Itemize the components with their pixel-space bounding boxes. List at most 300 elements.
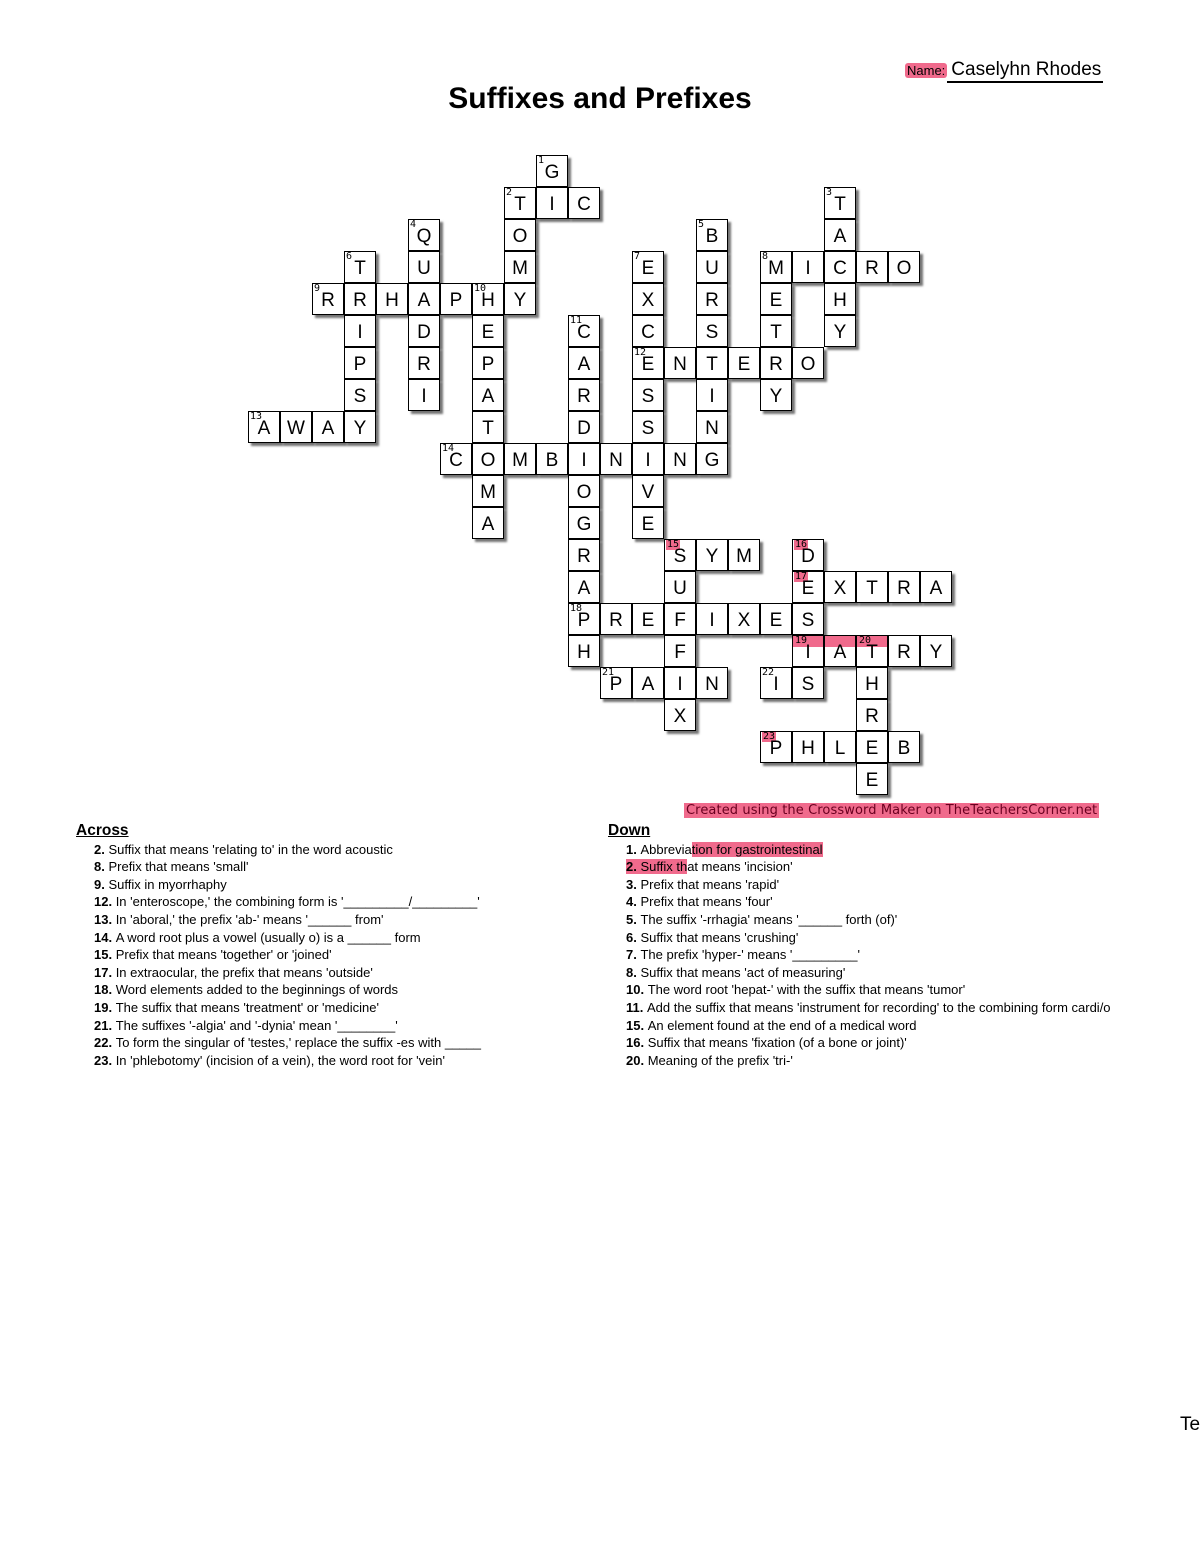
grid-cell[interactable] bbox=[504, 187, 536, 219]
cell-letter: C bbox=[577, 194, 591, 215]
cell-letter: U bbox=[673, 578, 687, 599]
clue-number: 15. bbox=[94, 947, 116, 963]
clue-number: 20. bbox=[626, 1052, 648, 1068]
clue-number: 17 bbox=[795, 571, 808, 582]
grid-cell[interactable] bbox=[696, 443, 728, 475]
grid-cell[interactable] bbox=[472, 443, 504, 475]
cell-letter: H bbox=[865, 674, 879, 695]
grid-cell[interactable] bbox=[664, 667, 696, 699]
cell-letter: R bbox=[897, 642, 911, 663]
cell-letter: N bbox=[705, 674, 719, 695]
clue-number: 12. bbox=[94, 894, 116, 910]
grid-cell[interactable] bbox=[888, 731, 920, 763]
across-clue: 15. Prefix that means 'together' or 'joined' bbox=[94, 947, 332, 963]
grid-cell[interactable] bbox=[472, 475, 504, 507]
grid-cell[interactable] bbox=[408, 347, 440, 379]
grid-cell[interactable] bbox=[568, 571, 600, 603]
clue-number: 2. bbox=[94, 841, 109, 857]
grid-cell[interactable] bbox=[376, 283, 408, 315]
grid-cell[interactable] bbox=[728, 347, 760, 379]
cell-letter: X bbox=[737, 610, 751, 631]
clue-number: 22 bbox=[762, 667, 775, 678]
grid-cell[interactable] bbox=[760, 731, 792, 763]
grid-cell[interactable] bbox=[728, 603, 760, 635]
grid-cell[interactable] bbox=[856, 251, 888, 283]
down-clue: 6. Suffix that means 'crushing' bbox=[626, 929, 799, 945]
cell-letter: Y bbox=[769, 386, 783, 407]
grid-cell[interactable] bbox=[792, 347, 824, 379]
down-heading: Down bbox=[608, 822, 651, 839]
grid-cell[interactable] bbox=[824, 635, 856, 667]
cell-letter: E bbox=[801, 578, 815, 599]
clue-number: 23. bbox=[94, 1052, 116, 1068]
clue-number: 19. bbox=[94, 999, 116, 1015]
grid-cell[interactable] bbox=[312, 283, 344, 315]
cell-letter: H bbox=[801, 738, 815, 759]
grid-cell[interactable] bbox=[856, 571, 888, 603]
grid-cell[interactable] bbox=[760, 603, 792, 635]
grid-cell[interactable] bbox=[632, 411, 664, 443]
grid-cell[interactable] bbox=[280, 411, 312, 443]
grid-cell[interactable] bbox=[632, 443, 664, 475]
cell-letter: I bbox=[773, 674, 779, 695]
cell-letter: T bbox=[834, 194, 846, 215]
grid-cell[interactable] bbox=[760, 667, 792, 699]
grid-cell[interactable] bbox=[472, 507, 504, 539]
grid-cell[interactable] bbox=[792, 667, 824, 699]
cell-letter: T bbox=[706, 354, 718, 375]
grid-cell[interactable] bbox=[472, 411, 504, 443]
clue-number: 7. bbox=[626, 947, 641, 963]
cell-letter: Y bbox=[833, 322, 847, 343]
grid-cell[interactable] bbox=[856, 667, 888, 699]
down-clue: 20. Meaning of the prefix 'tri-' bbox=[626, 1052, 793, 1068]
cell-letter: R bbox=[321, 290, 335, 311]
cell-letter: M bbox=[512, 450, 528, 471]
clue-number: 8 bbox=[762, 251, 769, 262]
cell-letter: T bbox=[482, 418, 494, 439]
cell-letter: S bbox=[801, 674, 815, 695]
grid-cell[interactable] bbox=[696, 251, 728, 283]
across-heading: Across bbox=[76, 822, 129, 839]
grid-cell[interactable] bbox=[760, 283, 792, 315]
cut-off-footer-text: Te bbox=[1180, 1414, 1200, 1435]
clue-number: 1 bbox=[538, 155, 545, 166]
grid-cell[interactable] bbox=[472, 315, 504, 347]
cell-letter: M bbox=[480, 482, 496, 503]
down-clue: 7. The prefix 'hyper-' means '_________' bbox=[626, 947, 860, 963]
grid-cell[interactable] bbox=[632, 251, 664, 283]
grid-cell[interactable] bbox=[824, 187, 856, 219]
cell-letter: C bbox=[833, 258, 847, 279]
grid-cell[interactable] bbox=[696, 283, 728, 315]
cell-letter: E bbox=[737, 354, 751, 375]
grid-cell[interactable] bbox=[408, 315, 440, 347]
cell-letter: R bbox=[897, 578, 911, 599]
clue-number: 6 bbox=[346, 251, 353, 262]
clue-number: 21. bbox=[94, 1017, 116, 1033]
clue-number: 18 bbox=[570, 603, 583, 614]
grid-cell[interactable] bbox=[696, 219, 728, 251]
cell-letter: N bbox=[705, 418, 719, 439]
cell-letter: R bbox=[769, 354, 783, 375]
cell-letter: Y bbox=[929, 642, 943, 663]
grid-cell[interactable] bbox=[248, 411, 280, 443]
cell-letter: E bbox=[481, 322, 495, 343]
grid-cell[interactable] bbox=[568, 475, 600, 507]
grid-cell[interactable] bbox=[888, 635, 920, 667]
across-clue: 9. Suffix in myorrhaphy bbox=[94, 876, 227, 892]
grid-cell[interactable] bbox=[792, 731, 824, 763]
cell-letter: W bbox=[287, 418, 305, 439]
grid-cell[interactable] bbox=[792, 251, 824, 283]
grid-cell[interactable] bbox=[920, 571, 952, 603]
cell-letter: I bbox=[677, 674, 683, 695]
grid-cell[interactable] bbox=[344, 283, 376, 315]
grid-cell[interactable] bbox=[664, 635, 696, 667]
grid-cell[interactable] bbox=[472, 283, 504, 315]
clue-number: 20 bbox=[859, 635, 872, 646]
cell-letter: A bbox=[833, 226, 847, 247]
cell-letter: Y bbox=[513, 290, 527, 311]
clue-number: 14 bbox=[442, 443, 455, 454]
grid-cell[interactable] bbox=[792, 603, 824, 635]
clue-number: 23 bbox=[763, 731, 776, 742]
grid-cell[interactable] bbox=[344, 411, 376, 443]
grid-cell[interactable] bbox=[632, 475, 664, 507]
down-clue: 5. The suffix '-rrhagia' means '______ forth (of)' bbox=[626, 911, 898, 927]
cell-letter: O bbox=[480, 450, 496, 471]
cell-letter: O bbox=[512, 226, 528, 247]
cell-letter: R bbox=[353, 290, 367, 311]
grid-cell[interactable] bbox=[568, 635, 600, 667]
cell-letter: I bbox=[645, 450, 651, 471]
grid-cell[interactable] bbox=[536, 443, 568, 475]
grid-cell[interactable] bbox=[632, 315, 664, 347]
grid-cell[interactable] bbox=[664, 603, 696, 635]
grid-cell[interactable] bbox=[408, 219, 440, 251]
cell-letter: A bbox=[577, 578, 591, 599]
grid-cell[interactable] bbox=[792, 539, 824, 571]
cell-letter: O bbox=[576, 482, 592, 503]
grid-cell[interactable] bbox=[600, 603, 632, 635]
cell-letter: R bbox=[609, 610, 623, 631]
clue-number: 13 bbox=[250, 411, 263, 422]
clue-number: 11 bbox=[570, 315, 583, 326]
grid-cell[interactable] bbox=[888, 251, 920, 283]
clue-number: 16. bbox=[626, 1035, 648, 1051]
cell-letter: R bbox=[865, 706, 879, 727]
cell-letter: O bbox=[896, 258, 912, 279]
grid-cell[interactable] bbox=[632, 603, 664, 635]
cell-letter: H bbox=[833, 290, 847, 311]
cell-letter: E bbox=[641, 258, 655, 279]
grid-cell[interactable] bbox=[568, 507, 600, 539]
clue-number: 15. bbox=[626, 1017, 648, 1033]
grid-cell[interactable] bbox=[696, 667, 728, 699]
cell-letter: A bbox=[641, 674, 655, 695]
clue-number: 12 bbox=[634, 347, 647, 358]
cell-letter: M bbox=[768, 258, 784, 279]
cell-letter: G bbox=[576, 514, 592, 535]
down-clue: 11. Add the suffix that means 'instrument for recording' to the combining form cardi/o bbox=[626, 999, 1111, 1015]
grid-cell[interactable] bbox=[344, 379, 376, 411]
grid-cell[interactable] bbox=[568, 347, 600, 379]
grid-cell[interactable] bbox=[824, 219, 856, 251]
cell-letter: C bbox=[449, 450, 463, 471]
cell-letter: A bbox=[929, 578, 943, 599]
grid-cell[interactable] bbox=[856, 731, 888, 763]
cell-letter: S bbox=[705, 322, 719, 343]
grid-cell[interactable] bbox=[664, 347, 696, 379]
grid-cell[interactable] bbox=[792, 571, 824, 603]
cell-letter: V bbox=[641, 482, 655, 503]
grid-cell[interactable] bbox=[408, 283, 440, 315]
cell-letter: P bbox=[577, 610, 591, 631]
down-clue: 10. The word root 'hepat-' with the suffix that means 'tumor' bbox=[626, 982, 966, 998]
grid-cell[interactable] bbox=[504, 443, 536, 475]
grid-cell[interactable] bbox=[760, 347, 792, 379]
grid-cell[interactable] bbox=[824, 251, 856, 283]
cell-letter: I bbox=[357, 322, 363, 343]
cell-letter: A bbox=[417, 290, 431, 311]
cell-letter: R bbox=[417, 354, 431, 375]
highlighted-text: Suffix th bbox=[640, 859, 688, 875]
grid-cell[interactable] bbox=[664, 699, 696, 731]
clue-number: 2 bbox=[506, 187, 513, 198]
cell-letter: B bbox=[545, 450, 559, 471]
cell-letter: F bbox=[674, 642, 686, 663]
grid-cell[interactable] bbox=[344, 315, 376, 347]
grid-cell[interactable] bbox=[440, 443, 472, 475]
cell-letter: A bbox=[481, 514, 495, 535]
grid-cell[interactable] bbox=[760, 315, 792, 347]
grid-cell[interactable] bbox=[760, 379, 792, 411]
grid-cell[interactable] bbox=[920, 635, 952, 667]
cell-letter: A bbox=[257, 418, 271, 439]
clue-number: 4 bbox=[410, 219, 417, 230]
grid-cell[interactable] bbox=[696, 379, 728, 411]
grid-cell[interactable] bbox=[504, 283, 536, 315]
clue-number: 6. bbox=[626, 929, 641, 945]
cell-letter: E bbox=[865, 738, 879, 759]
cell-letter: D bbox=[417, 322, 431, 343]
cell-letter: N bbox=[673, 450, 687, 471]
grid-cell[interactable] bbox=[568, 603, 600, 635]
cell-letter: X bbox=[673, 706, 687, 727]
down-clue: 1. Abbreviation for gastrointestinal bbox=[626, 841, 823, 857]
grid-cell[interactable] bbox=[824, 283, 856, 315]
grid-cell[interactable] bbox=[792, 635, 824, 667]
grid-cell[interactable] bbox=[856, 635, 888, 667]
cell-letter: I bbox=[549, 194, 555, 215]
across-clue: 14. A word root plus a vowel (usually o) is a ______ form bbox=[94, 929, 421, 945]
cell-letter: P bbox=[449, 290, 463, 311]
cell-letter: B bbox=[897, 738, 911, 759]
cell-letter: S bbox=[673, 546, 687, 567]
grid-cell[interactable] bbox=[504, 219, 536, 251]
cell-letter: N bbox=[673, 354, 687, 375]
clue-number: 10. bbox=[626, 982, 648, 998]
cell-letter: I bbox=[709, 386, 715, 407]
cell-letter: N bbox=[609, 450, 623, 471]
cell-letter: A bbox=[321, 418, 335, 439]
grid-cell[interactable] bbox=[760, 251, 792, 283]
clue-number: 14. bbox=[94, 929, 116, 945]
grid-cell[interactable] bbox=[536, 187, 568, 219]
cell-letter: E bbox=[865, 770, 879, 791]
grid-cell[interactable] bbox=[568, 539, 600, 571]
cell-letter: P bbox=[481, 354, 495, 375]
down-clue: 3. Prefix that means 'rapid' bbox=[626, 876, 780, 892]
across-clue: 23. In 'phlebotomy' (incision of a vein), the word root for 'vein' bbox=[94, 1052, 445, 1068]
grid-cell[interactable] bbox=[888, 571, 920, 603]
grid-cell[interactable] bbox=[696, 315, 728, 347]
cell-letter: B bbox=[705, 226, 719, 247]
grid-cell[interactable] bbox=[696, 539, 728, 571]
name-label: Name: bbox=[907, 63, 946, 78]
grid-cell[interactable] bbox=[568, 379, 600, 411]
grid-cell[interactable] bbox=[696, 603, 728, 635]
grid-cell[interactable] bbox=[824, 315, 856, 347]
grid-cell[interactable] bbox=[600, 667, 632, 699]
grid-cell[interactable] bbox=[568, 443, 600, 475]
down-clue: 8. Suffix that means 'act of measuring' bbox=[626, 964, 846, 980]
down-clue: 16. Suffix that means 'fixation (of a bone or joint)' bbox=[626, 1035, 907, 1051]
cell-letter: G bbox=[704, 450, 720, 471]
grid-cell[interactable] bbox=[408, 251, 440, 283]
clue-number: 9. bbox=[94, 876, 109, 892]
cell-letter: I bbox=[805, 642, 811, 663]
across-clue: 13. In 'aboral,' the prefix 'ab-' means '______ from' bbox=[94, 911, 384, 927]
cell-letter: H bbox=[577, 642, 591, 663]
grid-cell[interactable] bbox=[728, 539, 760, 571]
grid-cell[interactable] bbox=[440, 283, 472, 315]
clue-number: 1. bbox=[626, 841, 641, 857]
clue-number: 17. bbox=[94, 964, 116, 980]
clue-number: 21 bbox=[602, 667, 615, 678]
cell-letter: R bbox=[705, 290, 719, 311]
clue-number: 5 bbox=[698, 219, 705, 230]
cell-letter: T bbox=[866, 642, 878, 663]
grid-cell[interactable] bbox=[696, 347, 728, 379]
cell-letter: I bbox=[421, 386, 427, 407]
grid-cell[interactable] bbox=[472, 379, 504, 411]
grid-cell[interactable] bbox=[632, 667, 664, 699]
grid-cell[interactable] bbox=[344, 347, 376, 379]
grid-cell[interactable] bbox=[632, 507, 664, 539]
cell-letter: P bbox=[769, 738, 783, 759]
cell-letter: E bbox=[641, 354, 655, 375]
cell-letter: A bbox=[833, 642, 847, 663]
name-value[interactable]: Caselyhn Rhodes bbox=[947, 59, 1103, 83]
across-clue: 19. The suffix that means 'treatment' or 'medicine' bbox=[94, 999, 379, 1015]
cell-letter: S bbox=[641, 418, 655, 439]
cell-letter: E bbox=[769, 290, 783, 311]
cell-letter: L bbox=[834, 738, 846, 759]
cell-letter: Y bbox=[705, 546, 719, 567]
clue-number: 22. bbox=[94, 1035, 116, 1051]
grid-cell[interactable] bbox=[632, 347, 664, 379]
cell-letter: T bbox=[866, 578, 878, 599]
grid-cell[interactable] bbox=[664, 539, 696, 571]
highlighted-text: tion for gastrointestinal bbox=[691, 841, 823, 857]
clue-number: 2. bbox=[626, 859, 641, 875]
cell-letter: E bbox=[641, 610, 655, 631]
grid-cell[interactable] bbox=[824, 731, 856, 763]
credit-line: Created using the Crossword Maker on TheTeachersCorner.net bbox=[686, 803, 1098, 818]
grid-cell[interactable] bbox=[568, 411, 600, 443]
cell-letter: A bbox=[481, 386, 495, 407]
grid-cell[interactable] bbox=[856, 699, 888, 731]
cell-letter: M bbox=[512, 258, 528, 279]
cell-letter: U bbox=[417, 258, 431, 279]
cell-letter: R bbox=[865, 258, 879, 279]
grid-cell[interactable] bbox=[632, 283, 664, 315]
cell-letter: R bbox=[577, 546, 591, 567]
grid-cell[interactable] bbox=[344, 251, 376, 283]
cell-letter: P bbox=[609, 674, 623, 695]
page-title: Suffixes and Prefixes bbox=[448, 82, 752, 115]
across-clue: 2. Suffix that means 'relating to' in the word acoustic bbox=[94, 841, 393, 857]
clue-number: 4. bbox=[626, 894, 641, 910]
cell-letter: X bbox=[833, 578, 847, 599]
clue-number: 9 bbox=[314, 283, 321, 294]
grid-cell[interactable] bbox=[472, 347, 504, 379]
cell-letter: Q bbox=[416, 226, 432, 247]
grid-cell[interactable] bbox=[600, 443, 632, 475]
cell-letter: A bbox=[577, 354, 591, 375]
cell-letter: D bbox=[801, 546, 815, 567]
grid-cell[interactable] bbox=[504, 251, 536, 283]
across-clue: 21. The suffixes '-algia' and '-dynia' mean '________' bbox=[94, 1017, 398, 1033]
down-clue: 4. Prefix that means 'four' bbox=[626, 894, 773, 910]
clue-number: 16 bbox=[795, 539, 808, 550]
cell-letter: I bbox=[581, 450, 587, 471]
clue-number: 13. bbox=[94, 911, 116, 927]
grid-cell[interactable] bbox=[536, 155, 568, 187]
down-clue: 2. Suffix that means 'incision' bbox=[626, 859, 793, 875]
cell-letter: M bbox=[736, 546, 752, 567]
cell-letter: E bbox=[641, 514, 655, 535]
grid-cell[interactable] bbox=[664, 443, 696, 475]
name-field bbox=[905, 59, 1103, 83]
grid-cell[interactable] bbox=[856, 763, 888, 795]
cell-letter: T bbox=[514, 194, 526, 215]
grid-cell[interactable] bbox=[312, 411, 344, 443]
grid-cell[interactable] bbox=[696, 411, 728, 443]
across-clue: 22. To form the singular of 'testes,' replace the suffix -es with _____ bbox=[94, 1035, 481, 1051]
clue-number: 5. bbox=[626, 911, 641, 927]
clue-number: 18. bbox=[94, 982, 116, 998]
cell-letter: S bbox=[801, 610, 815, 631]
grid-cell[interactable] bbox=[824, 571, 856, 603]
clue-number: 15 bbox=[667, 539, 680, 550]
cell-letter: E bbox=[769, 610, 783, 631]
grid-cell[interactable] bbox=[408, 379, 440, 411]
clue-number: 19 bbox=[795, 635, 808, 646]
cell-letter: U bbox=[705, 258, 719, 279]
across-clue: 12. In 'enteroscope,' the combining form is '_________/_________' bbox=[94, 894, 480, 910]
cell-letter: C bbox=[577, 322, 591, 343]
cell-letter: D bbox=[577, 418, 591, 439]
grid-cell[interactable] bbox=[664, 571, 696, 603]
cell-letter: X bbox=[641, 290, 655, 311]
grid-cell[interactable] bbox=[568, 187, 600, 219]
across-clues bbox=[76, 822, 596, 1069]
grid-cell[interactable] bbox=[568, 315, 600, 347]
grid-cell[interactable] bbox=[632, 379, 664, 411]
